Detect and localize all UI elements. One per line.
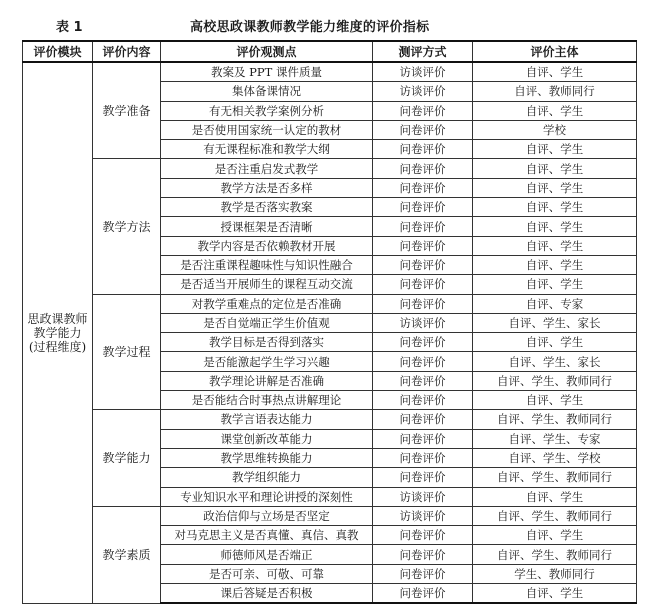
method-cell: 访谈评价 xyxy=(373,506,473,525)
observation-point-cell: 课堂创新改革能力 xyxy=(161,429,373,448)
method-cell: 问卷评价 xyxy=(373,526,473,545)
subject-cell: 自评、学生、教师同行 xyxy=(473,371,637,390)
method-cell: 问卷评价 xyxy=(373,178,473,197)
subject-cell: 自评、学生、教师同行 xyxy=(473,410,637,429)
observation-point-cell: 有无相关教学案例分析 xyxy=(161,101,373,120)
method-cell: 访谈评价 xyxy=(373,487,473,506)
observation-point-cell: 教学方法是否多样 xyxy=(161,178,373,197)
header-subject: 评价主体 xyxy=(473,41,637,62)
method-cell: 问卷评价 xyxy=(373,101,473,120)
table-number: 表 1 xyxy=(56,20,83,35)
table-title: 高校思政课教师教学能力维度的评价指标 xyxy=(190,20,430,35)
module-line: 思政课教师 xyxy=(27,311,88,326)
subject-cell: 自评、学生、学校 xyxy=(473,448,637,467)
method-cell: 问卷评价 xyxy=(373,410,473,429)
evaluation-indicator-table xyxy=(22,40,637,604)
subject-cell: 自评、学生、教师同行 xyxy=(473,545,637,564)
observation-point-cell: 课后答疑是否积极 xyxy=(161,584,373,604)
method-cell: 问卷评价 xyxy=(373,564,473,583)
header-module: 评价模块 xyxy=(23,41,93,62)
observation-point-cell: 是否适当开展师生的课程互动交流 xyxy=(161,275,373,294)
table-row xyxy=(23,294,637,313)
table-row xyxy=(23,159,637,178)
observation-point-cell: 专业知识水平和理论讲授的深刻性 xyxy=(161,487,373,506)
table-body xyxy=(23,62,637,603)
subject-cell: 自评、学生 xyxy=(473,217,637,236)
observation-point-cell: 授课框架是否清晰 xyxy=(161,217,373,236)
method-cell: 问卷评价 xyxy=(373,159,473,178)
observation-point-cell: 教学内容是否依赖教材开展 xyxy=(161,236,373,255)
subject-cell: 学生、教师同行 xyxy=(473,564,637,583)
subject-cell: 自评、学生 xyxy=(473,487,637,506)
method-cell: 问卷评价 xyxy=(373,352,473,371)
observation-point-cell: 是否注重启发式教学 xyxy=(161,159,373,178)
method-cell: 问卷评价 xyxy=(373,448,473,467)
table-caption xyxy=(0,16,658,36)
table-row xyxy=(23,506,637,525)
method-cell: 访谈评价 xyxy=(373,82,473,101)
observation-point-cell: 教学是否落实教案 xyxy=(161,198,373,217)
subject-cell: 自评、学生、家长 xyxy=(473,352,637,371)
method-cell: 问卷评价 xyxy=(373,333,473,352)
subject-cell: 自评、学生 xyxy=(473,198,637,217)
method-cell: 问卷评价 xyxy=(373,120,473,139)
observation-point-cell: 是否能结合时事热点讲解理论 xyxy=(161,391,373,410)
subject-cell: 自评、学生、教师同行 xyxy=(473,506,637,525)
observation-point-cell: 是否自觉端正学生价值观 xyxy=(161,313,373,332)
method-cell: 问卷评价 xyxy=(373,371,473,390)
method-cell: 问卷评价 xyxy=(373,584,473,604)
subject-cell: 自评、专家 xyxy=(473,294,637,313)
table-row xyxy=(23,410,637,429)
module-line: (过程维度) xyxy=(28,339,87,354)
subject-cell: 自评、学生 xyxy=(473,255,637,274)
subject-cell: 自评、学生 xyxy=(473,236,637,255)
observation-point-cell: 对马克思主义是否真懂、真信、真教 xyxy=(161,526,373,545)
subject-cell: 自评、学生 xyxy=(473,62,637,82)
subject-cell: 自评、学生 xyxy=(473,333,637,352)
subject-cell: 自评、学生 xyxy=(473,275,637,294)
header-content: 评价内容 xyxy=(93,41,161,62)
observation-point-cell: 教案及 PPT 课件质量 xyxy=(161,62,373,82)
content-cell: 教学能力 xyxy=(93,410,161,506)
header-method: 测评方式 xyxy=(373,41,473,62)
subject-cell: 自评、学生 xyxy=(473,178,637,197)
observation-point-cell: 是否能激起学生学习兴趣 xyxy=(161,352,373,371)
observation-point-cell: 教学理论讲解是否准确 xyxy=(161,371,373,390)
subject-cell: 自评、学生 xyxy=(473,159,637,178)
subject-cell: 自评、学生 xyxy=(473,140,637,159)
subject-cell: 自评、学生 xyxy=(473,526,637,545)
method-cell: 问卷评价 xyxy=(373,275,473,294)
method-cell: 问卷评价 xyxy=(373,429,473,448)
subject-cell: 自评、学生、教师同行 xyxy=(473,468,637,487)
observation-point-cell: 教学目标是否得到落实 xyxy=(161,333,373,352)
subject-cell: 自评、学生 xyxy=(473,391,637,410)
observation-point-cell: 对教学重难点的定位是否准确 xyxy=(161,294,373,313)
subject-cell: 自评、学生、家长 xyxy=(473,313,637,332)
subject-cell: 自评、学生 xyxy=(473,101,637,120)
observation-point-cell: 教学思维转换能力 xyxy=(161,448,373,467)
subject-cell: 自评、学生、专家 xyxy=(473,429,637,448)
header-observation-point: 评价观测点 xyxy=(161,41,373,62)
observation-point-cell: 是否使用国家统一认定的教材 xyxy=(161,120,373,139)
subject-cell: 自评、学生 xyxy=(473,584,637,604)
table-row xyxy=(23,62,637,82)
method-cell: 问卷评价 xyxy=(373,391,473,410)
observation-point-cell: 有无课程标准和教学大纲 xyxy=(161,140,373,159)
observation-point-cell: 集体备课情况 xyxy=(161,82,373,101)
observation-point-cell: 是否可亲、可敬、可靠 xyxy=(161,564,373,583)
method-cell: 问卷评价 xyxy=(373,140,473,159)
observation-point-cell: 是否注重课程趣味性与知识性融合 xyxy=(161,255,373,274)
method-cell: 问卷评价 xyxy=(373,198,473,217)
table-header-row xyxy=(23,41,637,62)
content-cell: 教学过程 xyxy=(93,294,161,410)
observation-point-cell: 教学组织能力 xyxy=(161,468,373,487)
method-cell: 问卷评价 xyxy=(373,217,473,236)
method-cell: 访谈评价 xyxy=(373,313,473,332)
content-cell: 教学素质 xyxy=(93,506,161,603)
subject-cell: 自评、教师同行 xyxy=(473,82,637,101)
method-cell: 访谈评价 xyxy=(373,62,473,82)
observation-point-cell: 教学言语表达能力 xyxy=(161,410,373,429)
module-line: 教学能力 xyxy=(33,325,82,340)
method-cell: 问卷评价 xyxy=(373,545,473,564)
observation-point-cell: 政治信仰与立场是否坚定 xyxy=(161,506,373,525)
method-cell: 问卷评价 xyxy=(373,294,473,313)
content-cell: 教学准备 xyxy=(93,62,161,159)
content-cell: 教学方法 xyxy=(93,159,161,294)
method-cell: 问卷评价 xyxy=(373,468,473,487)
subject-cell: 学校 xyxy=(473,120,637,139)
observation-point-cell: 师德师风是否端正 xyxy=(161,545,373,564)
method-cell: 问卷评价 xyxy=(373,255,473,274)
method-cell: 问卷评价 xyxy=(373,236,473,255)
module-cell xyxy=(23,62,93,603)
